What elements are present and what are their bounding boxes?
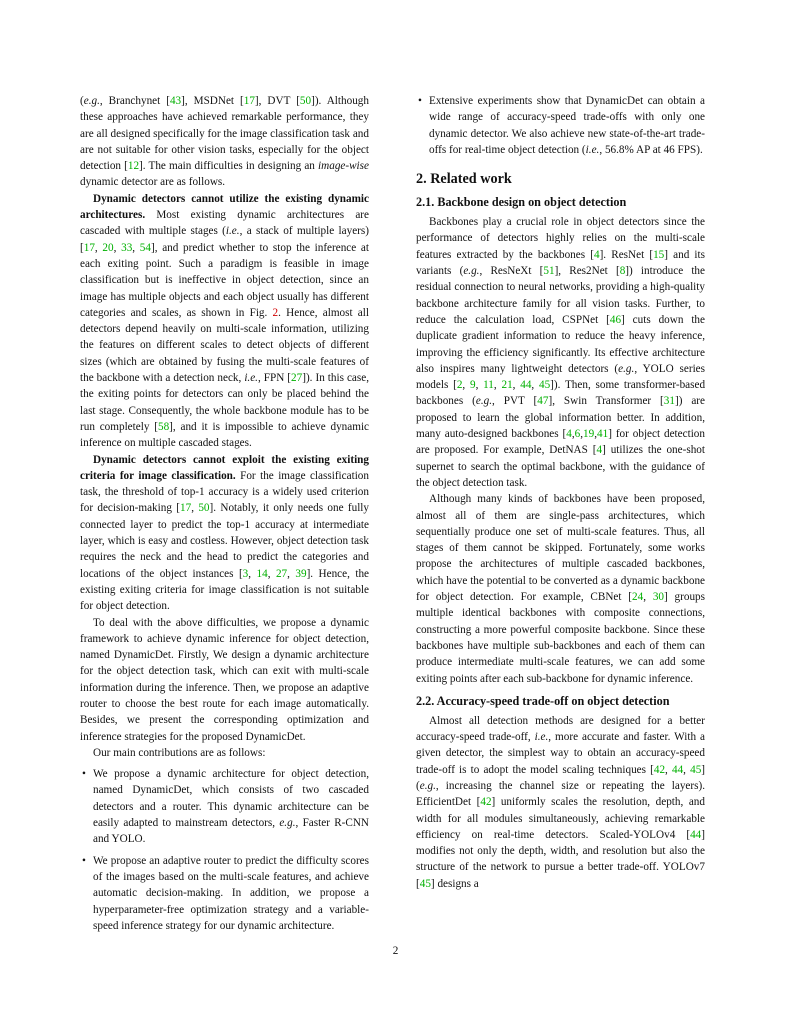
citation-link[interactable]: 4 bbox=[566, 428, 572, 441]
citation-link[interactable]: 17 bbox=[243, 95, 255, 107]
citation-link[interactable]: 19 bbox=[583, 428, 595, 441]
contribution-item bbox=[80, 766, 369, 847]
paragraph-backbone-1: Backbones play a crucial role in object detectors since the performance of detectors highly relies on the multi-scale features extracted by the backbones [4]. ResNet [15] and its variants (e.g., ResNeXt [51], Res2Net [8]) introduce the residual connection to neural networks, providing a high-quality backbone architecture family for all vision tasks. Further, to reduce the calculation load, CSPNet [46] cuts down the duplicate gradient information to reduce the heavy inference, improving the efficiency significantly. Its effective architecture also inspires many lightweight detectors (e.g., YOLO series models [2, 9, 11, 21, 44, 45]). Then, some transformer-based backbones (e.g., PVT [47], Swin Transformer [31]) are proposed to learn the global information better. In addition, many auto-designed backbones [4,6,19,41] for object detection are proposed. For example, DetNAS [4] utilizes the one-shot supernet to search the optimal backbone, with the guidance of the object detection task. bbox=[416, 216, 706, 489]
citation-link[interactable]: 51 bbox=[543, 265, 555, 278]
contributions-list bbox=[80, 766, 369, 934]
citation-link[interactable]: 21 bbox=[501, 379, 513, 392]
citation-link[interactable]: 6 bbox=[574, 428, 581, 441]
citation-link[interactable]: 15 bbox=[653, 248, 665, 261]
left-column bbox=[80, 93, 369, 934]
contribution-text: We propose a dynamic architecture for object detection, named DynamicDet, which consists of two cascaded detectors and a router. This dynamic architecture can be easily adapted to mainstream detectors, e.g., Faster R-CNN and YOLO. bbox=[93, 768, 369, 846]
citation-link[interactable]: 42 bbox=[653, 763, 666, 776]
citation-link[interactable]: 42 bbox=[480, 796, 492, 809]
citation-link[interactable]: 4 bbox=[593, 248, 600, 261]
subsection-title-backbone: 2.1. Backbone design on object detection bbox=[416, 195, 627, 210]
citation-link[interactable]: 33 bbox=[121, 241, 133, 254]
citation-link[interactable]: 50 bbox=[299, 95, 312, 107]
citation-link[interactable]: 12 bbox=[127, 160, 140, 173]
citation-link[interactable]: 20 bbox=[102, 241, 114, 254]
citation-link[interactable]: 45 bbox=[538, 379, 551, 392]
paragraph-contributions-intro: Our main contributions are as follows: bbox=[93, 746, 266, 759]
citation-link[interactable]: 27 bbox=[275, 567, 288, 580]
citation-link[interactable]: 31 bbox=[663, 395, 675, 408]
paragraph-exiting-criteria: Dynamic detectors cannot exploit the existing exiting criteria for image classification. For the image classification task, the threshold of top-1 accuracy is a widely used criterion for decision-making [17, 50]. Notably, it only needs one fully connected layer to predict the top-1 accuracy at intermediate layer, which is easy and costless. However, object detection task requires the neck and the head to predict the categories and locations of the object instances [3, 14, 27, 39]. Hence, the existing exiting criteria for image classification is not suitable for object detection. bbox=[80, 453, 370, 613]
page-number: 2 bbox=[392, 945, 399, 957]
paragraph-intro-tail: (e.g., Branchynet [43], MSDNet [17], DVT [50]). Although these approaches have achieved remarkable performance, they are all designed specifically for the image classification task and are not suitable for other vision tasks, especially for the object detection [12]. The main difficulties in designing an image-wise dynamic detector are as follows. bbox=[80, 95, 369, 189]
citation-link[interactable]: 47 bbox=[537, 395, 549, 408]
paragraph-proposed-framework: To deal with the above difficulties, we propose a dynamic framework to achieve dynamic inference for object detection, named DynamicDet. Firstly, We design a dynamic architecture for the object detection task, which can exit with multi-scale information during the inference. Then, we propose an adaptive router to choose the best route for each image automatically. Besides, we present the corresponding optimization and inference strategies for the proposed DynamicDet. bbox=[80, 616, 369, 743]
citation-link[interactable]: 17 bbox=[83, 241, 95, 254]
section-title-related-work: 2. Related work bbox=[416, 171, 512, 188]
citation-link[interactable]: 41 bbox=[597, 428, 609, 441]
subsection-title-tradeoff: 2.2. Accuracy-speed trade-off on object detection bbox=[416, 693, 670, 708]
contribution-text: Extensive experiments show that DynamicDet can obtain a wide range of accuracy-speed trade-offs with only one dynamic detector. We also achieve new state-of-the-art trade-offs for real-time object detection (i.e., 56.8% AP at 46 FPS). bbox=[429, 95, 705, 156]
citation-link[interactable]: 27 bbox=[291, 372, 303, 385]
citation-link[interactable]: 8 bbox=[619, 265, 626, 278]
paragraph-tradeoff: Almost all detection methods are designed for a better accuracy-speed trade-off, i.e., more accurate and faster. With a given detector, the simplest way to obtain an accuracy-speed trade-off is to adopt the model scaling techniques [42, 44, 45] (e.g., increasing the channel size or repeating the layers). EfficientDet [42] uniformly scales the resolution, depth, and width for all modules simultaneously, achieving remarkable efficiency on real-time detectors. Scaled-YOLOv4 [44] modifies not only the depth, width, and resolution but also the structure of the network to pursue a better trade-off. YOLOv7 [45] designs a bbox=[416, 714, 706, 890]
contribution-item bbox=[416, 93, 705, 158]
bullet-icon: • bbox=[418, 95, 422, 107]
citation-link[interactable]: 14 bbox=[256, 567, 268, 580]
bullet-icon: • bbox=[82, 854, 86, 867]
contribution-text: We propose an adaptive router to predict the difficulty scores of the images based on the multi-scale features, and achieve automatic decision-making. In addition, we propose a hyperparameter-free optimization strategy and a variable-speed inference strategy for our dynamic architecture. bbox=[93, 854, 369, 932]
citation-link[interactable]: 39 bbox=[295, 567, 307, 580]
bullet-icon: • bbox=[82, 768, 86, 781]
citation-link[interactable]: 43 bbox=[169, 95, 182, 107]
citation-link[interactable]: 50 bbox=[198, 502, 210, 515]
citation-link[interactable]: 3 bbox=[242, 567, 249, 580]
citation-link[interactable]: 24 bbox=[632, 591, 644, 604]
citation-link[interactable]: 9 bbox=[469, 379, 476, 392]
paragraph-dynamic-architectures: Dynamic detectors cannot utilize the existing dynamic architectures. Most existing dynamic architectures are cascaded with multiple stages (i.e., a stack of multiple layers) [17, 20, 33, 54], and predict whether to stop the inference at each exiting point. Such a paradigm is feasible in image classification but is ineffective in object detection, since an image has multiple objects and each object usually has different categories and scales, as shown in Fig. 2. Hence, almost all detectors depend heavily on multi-scale information, utilizing the features on different scales to detect objects of different sizes (which are obtained by fusing the multi-scale features of the backbone with a detection neck, i.e., FPN [27]). In this case, the exiting points for detectors can only be placed behind the last stage. Consequently, the whole backbone module has to be run completely [58], and it is impossible to achieve dynamic inference on multiple cascaded stages. bbox=[80, 192, 370, 450]
paragraph-backbone-2: Although many kinds of backbones have been proposed, almost all of them are single-pass architectures, which sequentially produce one set of multi-scale features. Thus, all stages of them cannot be skipped. Fortunately, some works propose the architectures of multiple cascaded backbones, which have the potential to be converted as a dynamic backbone for object detection. For example, CBNet [24, 30] groups multiple identical backbones with composite connections, constructing a more powerful composite backbone. Since these backbones have multiple sub-backbones and each of them can produce intermediate multi-scale features, we can add some exiting points after each sub-backbone for dynamic inference. bbox=[416, 493, 705, 685]
citation-link[interactable]: 46 bbox=[609, 313, 622, 326]
citation-link[interactable]: 44 bbox=[520, 379, 532, 392]
citation-link[interactable]: 11 bbox=[483, 379, 494, 392]
contribution-item bbox=[80, 853, 369, 934]
citation-link[interactable]: 17 bbox=[180, 502, 192, 515]
contributions-list-continued bbox=[416, 93, 705, 158]
citation-link[interactable]: 44 bbox=[690, 828, 702, 841]
figure-reference-link[interactable]: 2 bbox=[272, 306, 279, 319]
citation-link[interactable]: 54 bbox=[139, 241, 151, 254]
citation-link[interactable]: 4 bbox=[596, 444, 603, 457]
citation-link[interactable]: 45 bbox=[419, 877, 431, 890]
citation-link[interactable]: 30 bbox=[652, 591, 665, 604]
citation-link[interactable]: 45 bbox=[690, 763, 702, 776]
citation-link[interactable]: 58 bbox=[157, 420, 170, 433]
right-column bbox=[416, 93, 705, 892]
citation-link[interactable]: 44 bbox=[671, 763, 684, 776]
citation-link[interactable]: 2 bbox=[456, 379, 463, 392]
